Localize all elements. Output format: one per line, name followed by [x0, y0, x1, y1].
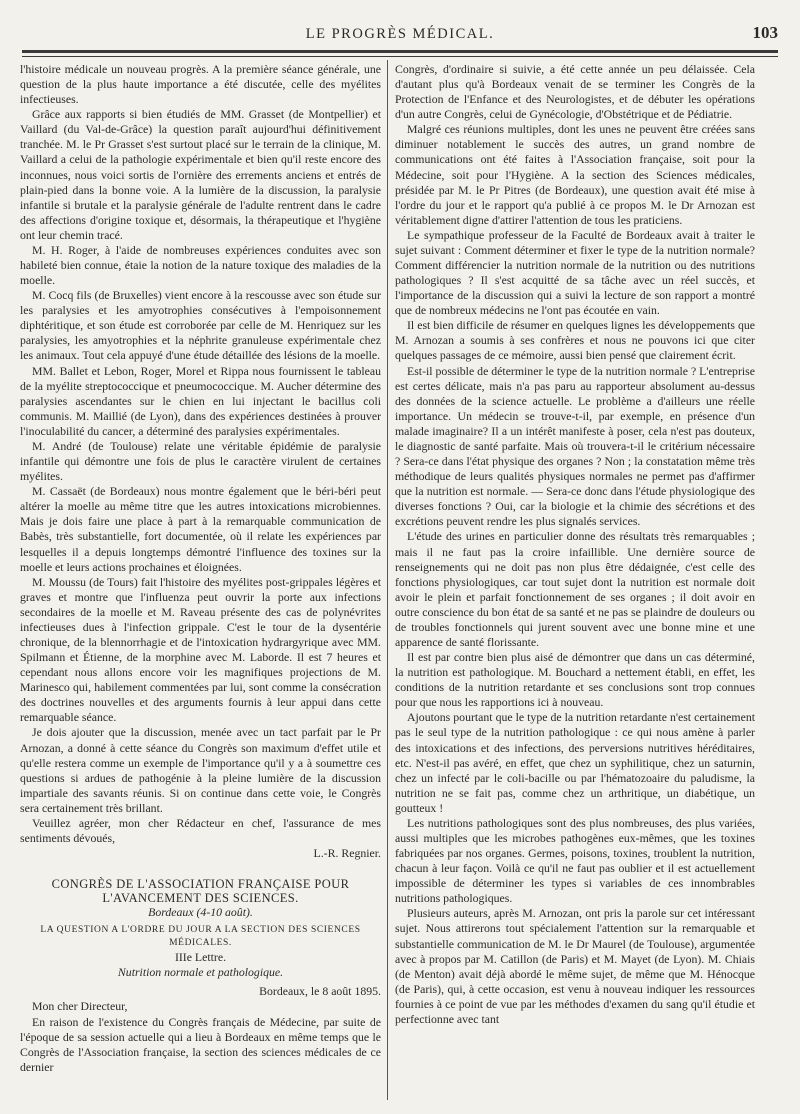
journal-title: LE PROGRÈS MÉDICAL. [305, 26, 495, 42]
page-number: 103 [752, 23, 778, 42]
paragraph: Ajoutons pourtant que le type de la nutrition retardante n'est certainement pas le seul type de la nutrition pathologique : ce qui nous amène à parler des intoxications et des infections, des perversions nutritives héréditaires, etc. N'est-il pas avéré, en effet, que chez un syphilitique, chez un saturnin, chez un infecté par le coli-bacille ou par l'hématozoaire du paludisme, la nutrition ne se fait pas, comme chez un arthritique, un diabétique, un goutteux ! [395, 710, 755, 815]
salutation: Mon cher Directeur, [32, 999, 128, 1014]
paragraph: l'histoire médicale un nouveau progrès. A la première séance générale, une question de la plus haute importance a été discutée, celle des myélites infectieuses. [20, 62, 381, 107]
left-column [20, 62, 381, 1075]
paragraph: Grâce aux rapports si bien étudiés de MM. Grasset (de Montpellier) et Vaillard (du Val-de-Grâce) la question paraît aujourd'hui définitivement tranchée. M. le Pr Grasset s'est surtout placé sur le terrain de la clinique, M. Vaillard a celui de la pathologie expérimentale et bien qu'il reste encore des inconnues, nous voici sortis de l'ornière des errements anciens et entrés de plain-pied dans la bonne voie. A la lumière de la discussion, la paralysie infantile si brutale et la paralysie générale de l'adulte rentrent dans le cadre des affections d'origine toxique et, désormais, la thérapeutique et l'hygiène ont leur chemin tracé. [20, 107, 381, 242]
paragraph: Je dois ajouter que la discussion, menée avec un tact parfait par le Pr Arnozan, a donné à cette séance du Congrès son maximum d'effet utile et qu'elle restera comme un exemple de l'importance qu'il y a à soumettre ces questions si ardues de pathogénie à la pleine lumière de la discussion impartiale des savants réunis. Si on continue dans cette voie, le Congrès sera certainement très brillant. [20, 725, 381, 815]
letter-subject: Nutrition normale et pathologique. [117, 965, 284, 980]
paragraph: MM. Ballet et Lebon, Roger, Morel et Rippa nous fournissent le tableau de la myélite streptococcique et pneumococcique. M. Aucher détermine des paralysies ascendantes sur le chien en lui injectant le bacillus coli communis. M. Maillié (de Lyon), dans des expériences destinées à prouver l'inoculabilité du cancer, a déterminé des paralysies expérimentales. [20, 363, 381, 438]
paragraph: Le sympathique professeur de la Faculté de Bordeaux avait à traiter le sujet suivant : Comment déterminer et fixer le type de la nutrition normale? Comment différencier la nutrition normale de la nutrition ou des nutritions pathologiques ? Il s'est acquitté de sa tâche avec un réel succès, et l'importance de la discussion qui a suivi la lecture de son rapport a montré que de nombreux médecins ne l'ont pas écoutée en vain. [395, 227, 755, 318]
letter-number: IIIe Lettre. [174, 950, 227, 965]
paragraph: M. H. Roger, à l'aide de nombreuses expériences conduites avec son habileté bien connue, étaie la notion de la nature toxique des maladies de la moelle. [20, 242, 381, 288]
paragraph: Congrès, d'ordinaire si suivie, a été cette année un peu délaissée. Cela d'autant plus qu'à Bordeaux venait de se terminer les Congrès de la Protection de l'Enfance et des Neurologistes, et de débuter les opérations d'un autre Congrès, celui de Gynécologie, d'Obstétrique et de Pédiatrie. [395, 62, 755, 122]
dateline: Bordeaux, le 8 août 1895. [259, 984, 381, 999]
paragraph: Est-il possible de déterminer le type de la nutrition normale ? L'entreprise est certes délicate, mais n'a pas paru au rapporteur absolument au-dessus des données de la science actuelle. Le problème a d'ailleurs une réelle importance. Un médecin se trouve-t-il, par exemple, en présence d'un malade imaginaire? Il a un intérêt manifeste à poser, cela n'est pas douteux, le diagnostic de santé parfaite. Mais où trouvera-t-il le critérium nécessaire ? Sera-ce dans l'état physique des organes ? Non ; la constatation même très méthodique de leurs qualités physiques normales ne permet pas d'affirmer que la nutrition est normale. — Sera-ce donc dans l'étude physiologique des diverses fonctions ? Oui, car la biologie et la chimie des sécrétions et des excrétions peuvent rendre les plus signalés services. [395, 363, 755, 529]
header-rule-thick [22, 50, 778, 53]
paragraph: Les nutritions pathologiques sont des plus nombreuses, des plus variées, aussi multiples que les microbes pathogènes eux-mêmes, que les toxines fabriquées par nos organes. Germes, poisons, toxines, troublent la nutrition, chacun à leur façon. Voilà ce qu'il ne faut pas oublier et il est actuellement impossible de déterminer les types si variables de ces innombrables nutritions pathologiques. [395, 815, 755, 906]
paragraph: L'étude des urines en particulier donne des résultats très remarquables ; mais il ne faut pas la croire infaillible. Une dernière source de renseignements qui ne doit pas non plus être dédaignée, c'est celle des fonctions physiologiques, car tout sujet dont la nutrition est normale doit avoir le plein et parfait fonctionnement de ses organes ; il doit avoir en outre conscience du bon état de sa santé et ne pas se plaindre de douleurs ou de troubles fonctionnels qui jurent souvent avec une bonne mine et une apparence de santé florissante. [395, 529, 755, 649]
section-heading: CONGRÈS DE L'ASSOCIATION FRANÇAISE POUR L'AVANCEMENT DES SCIENCES. [51, 877, 350, 906]
paragraph: Il est par contre bien plus aisé de démontrer que dans un cas déterminé, la nutrition est pathologique. M. Bouchard a nettement établi, en effet, les conditions de la nutrition retardante et ses conclusions sont trop connues pour que nous les rapportions ici à nouveau. [395, 650, 755, 710]
section-place: Bordeaux (4-10 août). [148, 905, 253, 920]
paragraph: Il est bien difficile de résumer en quelques lignes les développements que M. Arnozan a soumis à ses confrères et nous ne pouvons ici que citer quelques passages de ce mémoire, aussi bien pensé que clairement écrit. [395, 318, 755, 363]
paragraph: Plusieurs auteurs, après M. Arnozan, ont pris la parole sur cet intéressant sujet. Nous attirerons tout spécialement l'attention sur la remarquable et substantielle communication de M. le Dr Maurel (de Toulouse), argumentée avec à propos par M. Catillon (de Paris) et M. Mayet (de Lyon). M. Chiais (de Menton) avait déjà abordé le même sujet, de même que M. Hénocque (de Paris), qui, à cette occasion, est venu à nouveau indiquer les ressources fournies à ce point de vue par les méthodes d'examen du sang qu'il étudie et perfectionne avec tant [395, 906, 755, 1026]
paragraph: En raison de l'existence du Congrès français de Médecine, par suite de l'époque de sa session actuelle qui a lieu à Bordeaux en même temps que le Congrès de l'Association française, la section des sciences médicales de ce dernier [20, 1014, 381, 1074]
paragraph: Veuillez agréer, mon cher Rédacteur en chef, l'assurance de mes sentiments dévoués, [20, 815, 381, 845]
column-divider [387, 60, 388, 1100]
running-header [22, 20, 778, 50]
question-heading: LA QUESTION A L'ORDRE DU JOUR A LA SECTION DES SCIENCES MÉDICALES. [40, 925, 361, 949]
paragraph: Malgré ces réunions multiples, dont les unes ne peuvent être créées sans diminuer notablement le succès des autres, un grand nombre de communications ont été faites à l'Association française, soit pour la Médecine, soit pour l'Hygiène. A la section des Sciences médicales, présidée par M. le Pr Pitres (de Bordeaux), une question avait été mise à l'ordre du jour et le rapport qu'a publié à ce propos M. le Dr Arnozan est véritablement digne d'attirer l'attention de tous les praticiens. [395, 122, 755, 227]
signature: L.-R. Regnier. [313, 846, 381, 861]
right-column [395, 62, 755, 1027]
paragraph: M. Cassaët (de Bordeaux) nous montre également que le béri-béri peut altérer la moelle au même titre que les autres intoxications microbiennes. Mais je dois faire une place à part à la remarquable communication de Babès, très substantielle, fort documentée, où il relate les expériences par lesquelles il a depuis longtemps démontré l'influence des toxines sur la moelle et leurs actions prochaines et éloignées. [20, 484, 381, 574]
paragraph: M. Moussu (de Tours) fait l'histoire des myélites post-grippales légères et graves et montre que l'influenza peut ouvrir la porte aux infections secondaires de la moelle et M. Raveau présente des cas de polynévrites infectieuses dues à l'infection grippale. C'est le tour de la dysentérie chronique, de la blennorrhagie et de l'intoxication hydrargyrique avec MM. Spilmann et Étienne, de la morphine avec M. Laborde. Il est 7 heures et cependant nous allons encore voir les magnifiques projections de M. Marinesco qui, habilement commentées par lui, sont comme la consécration des doctrines nouvelles et des arguments fournis à leur appui dans cette remarquable séance. [20, 574, 381, 725]
paragraph: M. André (de Toulouse) relate une véritable épidémie de paralysie infantile qui démontre une fois de plus le caractère virulent de certaines myélites. [20, 438, 381, 484]
paragraph: M. Cocq fils (de Bruxelles) vient encore à la rescousse avec son étude sur les paralysies et les amyotrophies consécutives à l'empoisonnement diphtéritique, et son étude est corroborée par celle de M. Henriquez sur les paralysies, les amyotrophies et la néphrite granuleuse expérimentale chez les animaux. Tout cela appuyé d'une étude détaillée des lésions de la moelle. [20, 288, 381, 363]
header-rule-thin [22, 56, 778, 57]
